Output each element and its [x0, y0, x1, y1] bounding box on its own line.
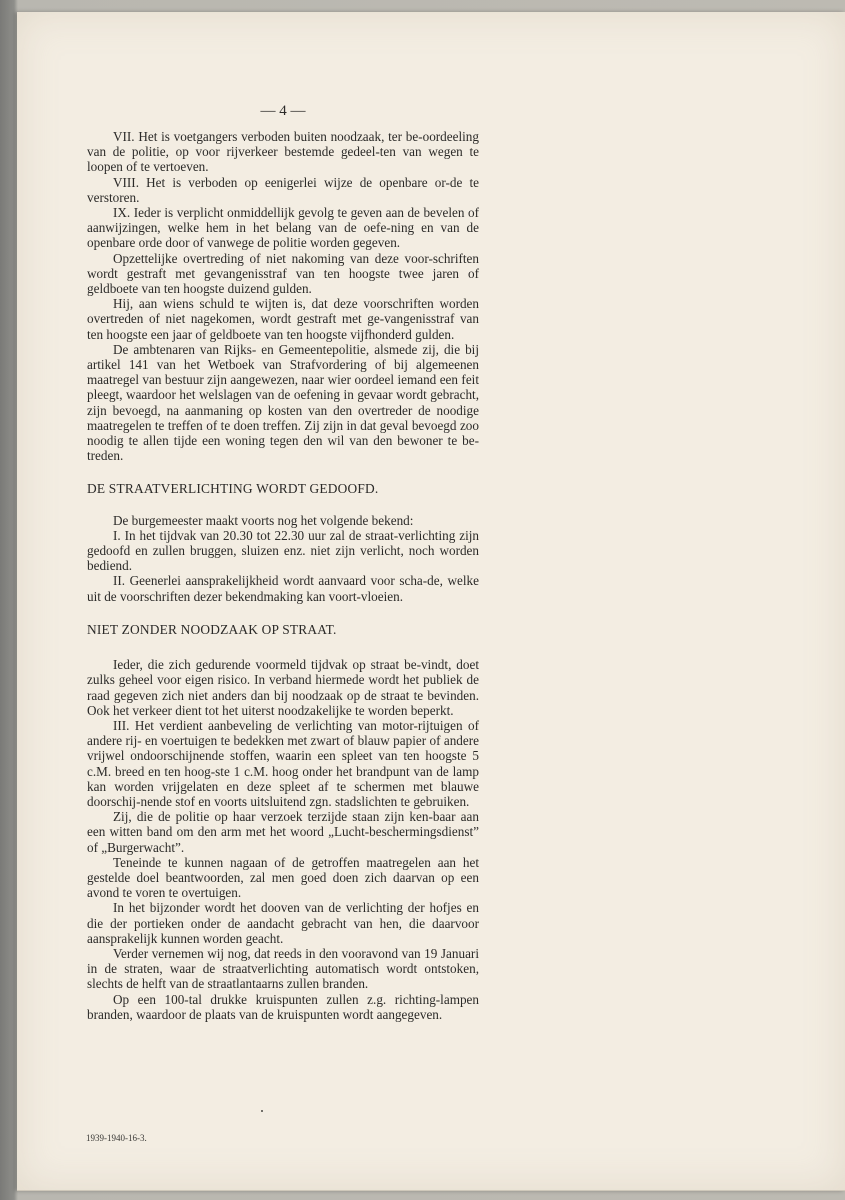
paragraph-viii: VIII. Het is verboden op eenigerlei wijze de openbare or-de te verstoren.: [87, 174, 479, 205]
paragraph-ii: II. Geenerlei aansprakelijkheid wordt aanvaard voor scha-de, welke uit de voorschriften dezer bekendmaking kan voort-vloeien.: [87, 573, 479, 604]
paragraph-armband: Zij, die de politie op haar verzoek terzijde staan zijn ken-baar aan een witten band om den arm met het woord „Lucht-beschermingsdienst” of „Burgerwacht”.: [87, 809, 479, 855]
section-heading-street-lighting: DE STRAATVERLICHTING WORDT GEDOOFD.: [87, 481, 379, 497]
document-sheet: [17, 12, 845, 1191]
paragraph-vii: VII. Het is voetgangers verboden buiten noodzaak, ter be-oordeeling van de politie, op voor rijverkeer bestemde gedeel-ten van wegen te loopen of te vertoeven.: [87, 129, 479, 175]
paragraph-ix: IX. Ieder is verplicht onmiddellijk gevolg te geven aan de bevelen of aanwijzingen, welke hem in het belang van de oefe-ning en van de openbare orde door of vanwege de politie worden gegeven.: [87, 205, 479, 251]
paragraph-courtyards: In het bijzonder wordt het dooven van de verlichting der hofjes en die der portieken onder de aandacht gebracht van hen, die daarvoor aansprakelijk kunnen worden geacht.: [87, 900, 479, 946]
paragraph-announcement: De burgemeester maakt voorts nog het volgende bekend:: [113, 512, 414, 528]
footer-code: 1939-1940-16-3.: [86, 1133, 147, 1143]
paragraph-check-measures: Teneinde te kunnen nagaan of de getroffen maatregelen aan het gestelde doel beantwoorden, zal men goed doen zich daarvan op een avond te voren te overtuigen.: [87, 854, 479, 901]
print-speck: [261, 1110, 263, 1112]
section-heading-not-on-street: NIET ZONDER NOODZAAK OP STRAAT.: [87, 621, 337, 637]
paragraph-own-risk: Ieder, die zich gedurende voormeld tijdvak op straat be-vindt, doet zulks geheel voor eigen risico. In verband hiermede wordt het publiek de raad gegeven zich niet anders dan bij noodzaak op de straat te bevinden. Ook het verkeer dient tot het uiterst noodzakelijke te worden beperkt.: [87, 657, 479, 718]
document-body: [87, 102, 479, 1022]
paragraph-i: I. In het tijdvak van 20.30 tot 22.30 uur zal de straat-verlichting zijn gedoofd en zullen bruggen, sluizen enz. niet zijn verlicht, noch worden bediend.: [87, 527, 479, 574]
paragraph-direction-lamps: Op een 100-tal drukke kruispunten zullen z.g. richting-lampen branden, waardoor de plaats van de kruispunten wordt aangegeven.: [87, 991, 479, 1022]
paragraph-iii: III. Het verdient aanbeveling de verlichting van motor-rijtuigen of andere rij- en voertuigen te bedekken met zwart of blauw papier of andere vrijwel ondoorschijnende stoffen, waarin een spleet van ten hoogste 5 c.M. breed en ten hoog-ste 1 c.M. hoog onder het brandpunt van de lamp kan worden vrijgelaten en deze spleet af te schermen met blauwe doorschij-nende stof en voorts uitsluitend zgn. stadslichten te gebruiken.: [87, 717, 479, 809]
paragraph-penalty-2: Hij, aan wiens schuld te wijten is, dat deze voorschriften worden overtreden of niet nagekomen, wordt gestraft met ge-vangenisstraf van ten hoogste een jaar of geldboete van ten hoogste vijfhonderd gulden.: [87, 296, 479, 342]
paragraph-police-powers: De ambtenaren van Rijks- en Gemeentepolitie, alsmede zij, die bij artikel 141 van het Wetboek van Strafvordering of bij algemeenen maatregel van bestuur zijn aangewezen, naar wier oordeel iemand een feit pleegt, waardoor het welslagen van de oefening in gevaar wordt gebracht, zijn bevoegd, na aanmaning op kosten van den overtreder de noodige maatregelen te treffen of te doen treffen. Zij zijn in dat geval bevoegd zoo noodig te allen tijde een woning tegen den wil van den bewoner te be-treden.: [87, 341, 479, 464]
paragraph-half-lanterns: Verder vernemen wij nog, dat reeds in den vooravond van 19 Januari in de straten, waar de straatverlichting automatisch wordt ontstoken, slechts de helft van de straatlantaarns zullen branden.: [87, 945, 479, 992]
paragraph-penalty-1: Opzettelijke overtreding of niet nakoming van deze voor-schriften wordt gestraft met gevangenisstraf van ten hoogste twee jaren of geldboete van ten hoogste duizend gulden.: [87, 250, 479, 297]
page-number: — 4 —: [260, 103, 306, 119]
